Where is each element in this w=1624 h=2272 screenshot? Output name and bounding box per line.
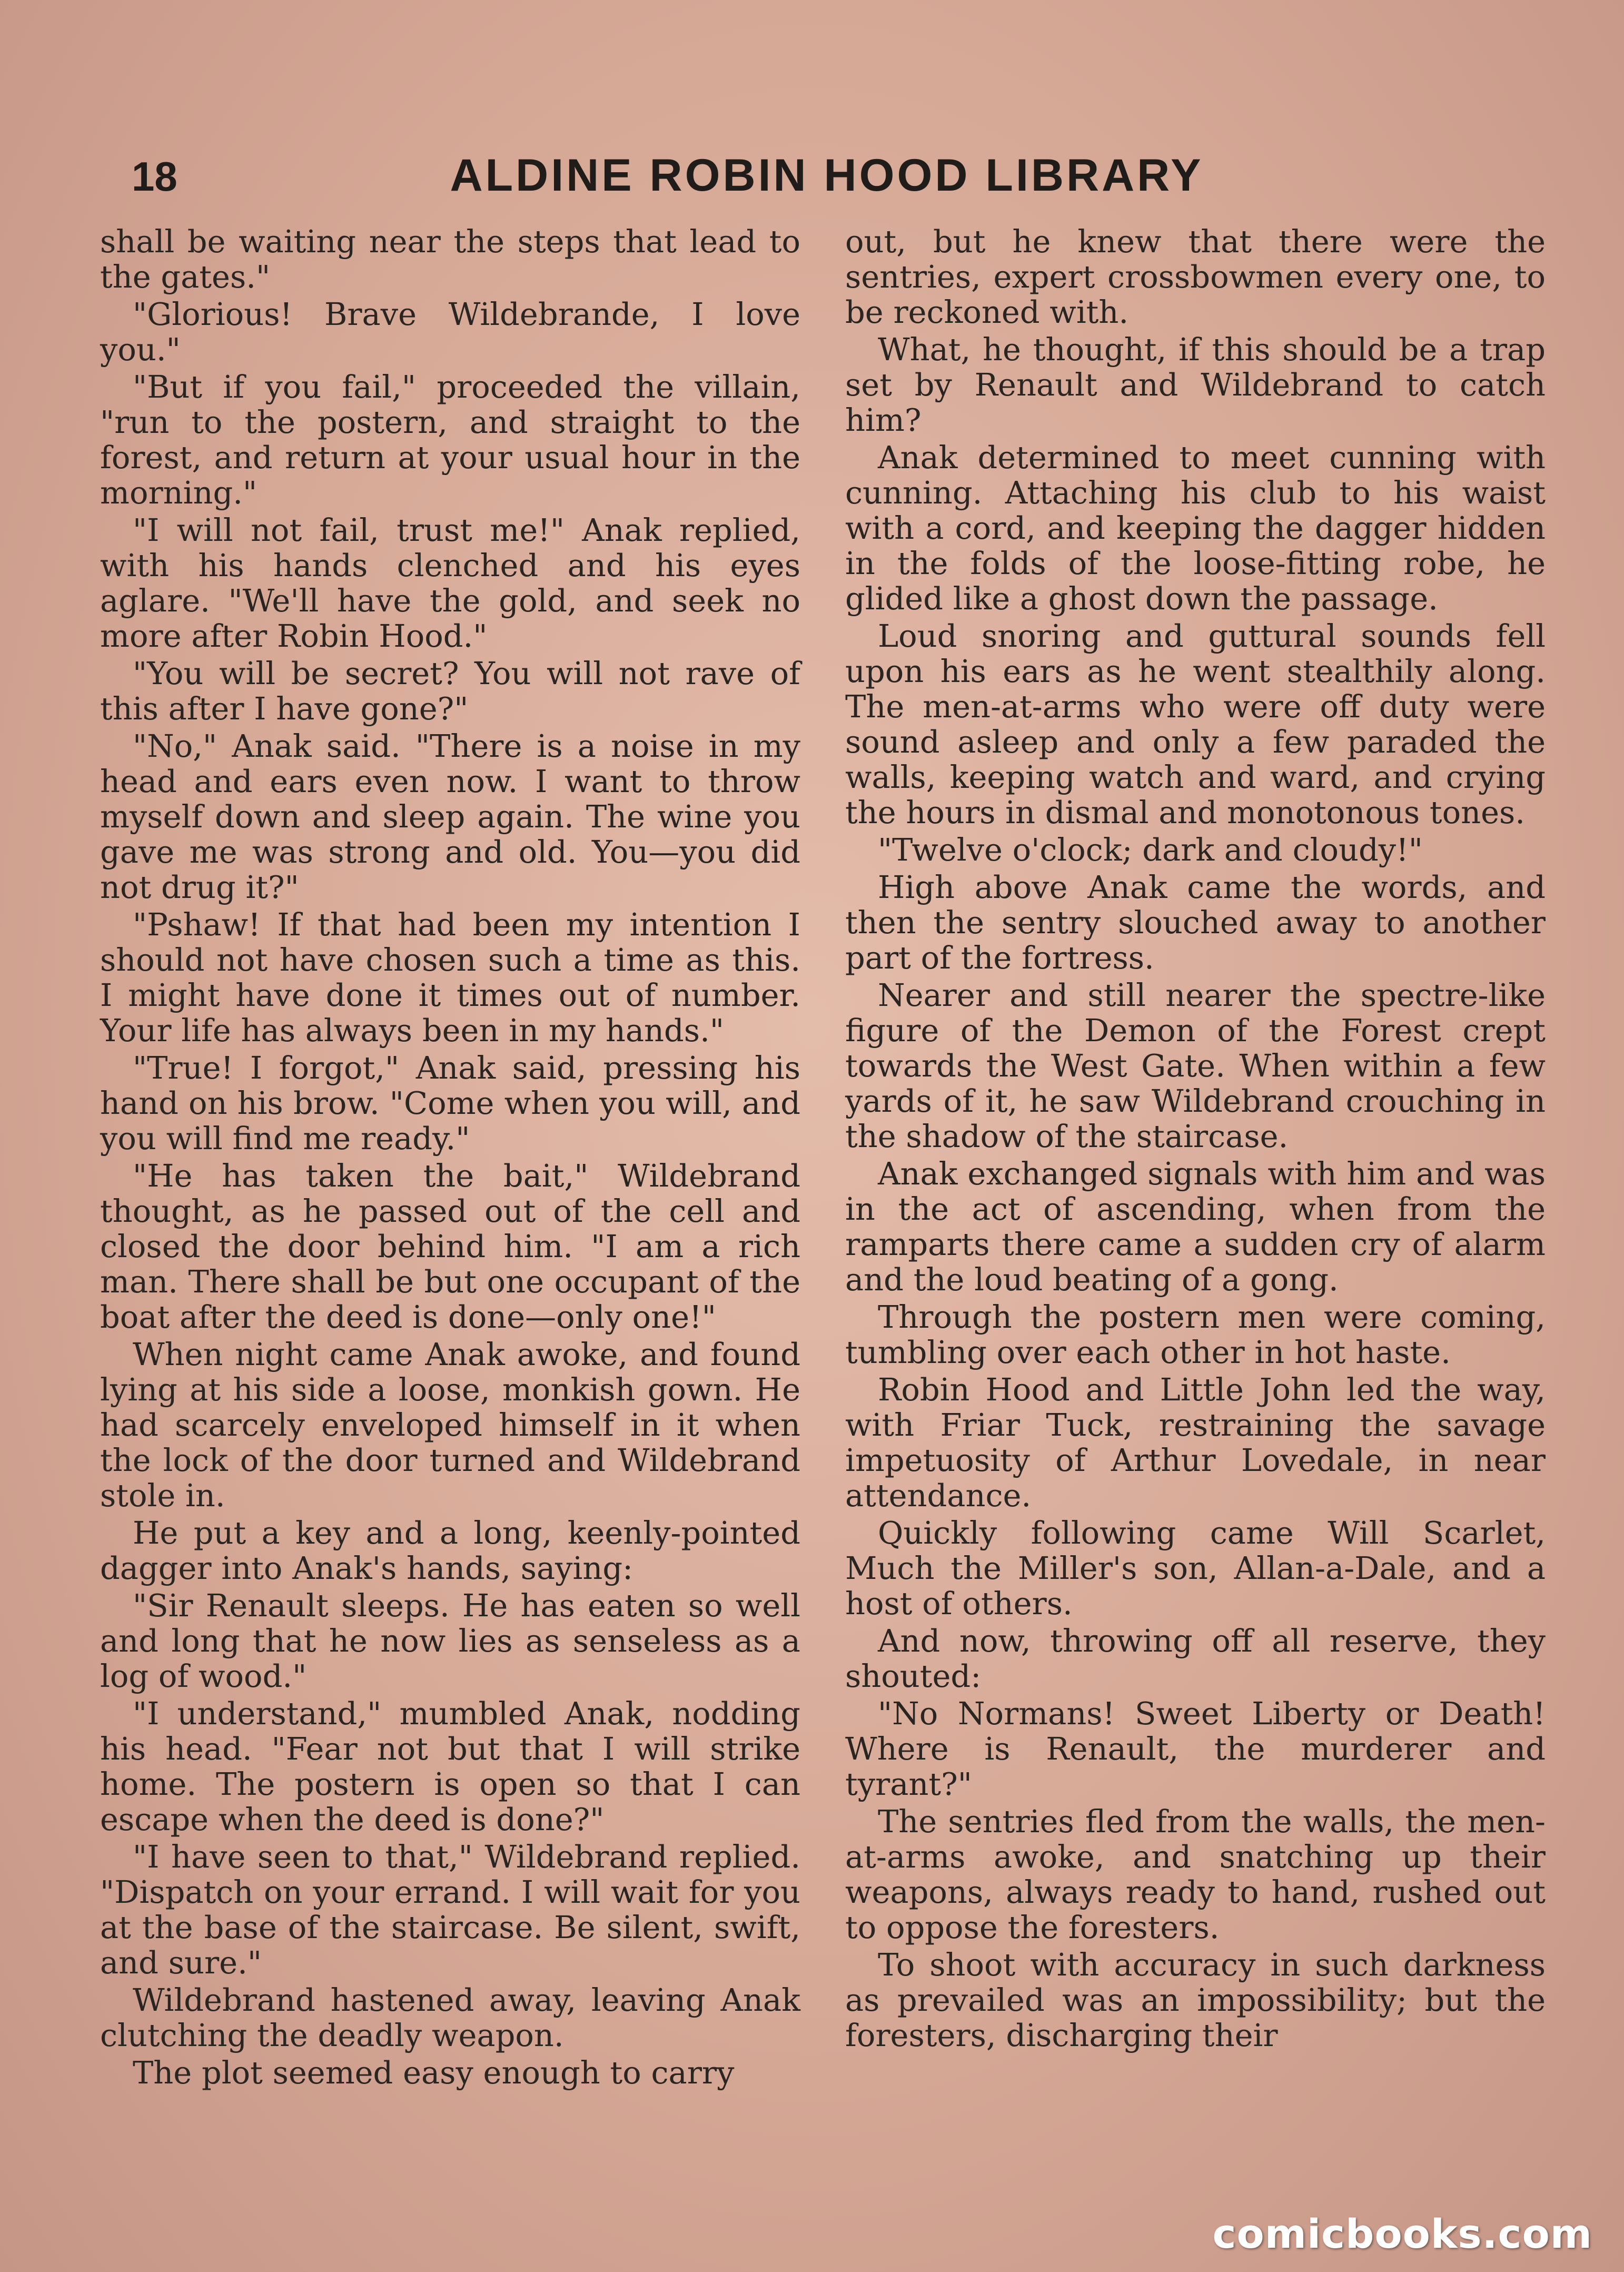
paragraph: "You will be secret? You will not rave of this after I have gone?" bbox=[100, 655, 800, 727]
page-number: 18 bbox=[132, 153, 177, 200]
paragraph: Through the postern men were coming, tumbling over each other in hot haste. bbox=[845, 1299, 1546, 1370]
paragraph: Nearer and still nearer the spectre-like figure of the Demon of the Forest crept towards the West Gate. When within a few yards of it, he saw Wildebrand crouching in the shadow of the staircase. bbox=[845, 977, 1546, 1154]
paragraph: "No," Anak said. "There is a noise in my head and ears even now. I want to throw myself down and sleep again. The wine you gave me was strong and old. You—you did not drug it?" bbox=[100, 728, 800, 905]
paragraph: To shoot with accuracy in such darkness as prevailed was an impossibility; but the foresters, discharging their bbox=[845, 1947, 1546, 2053]
running-title: ALDINE ROBIN HOOD LIBRARY bbox=[450, 150, 1204, 201]
watermark: comicbooks.com bbox=[1212, 2210, 1592, 2257]
paragraph: Loud snoring and guttural sounds fell upon his ears as he went stealthily along. The men-at-arms who were off duty were sound asleep and only a few paraded the walls, keeping watch and ward, and crying the hours in dismal and monotonous tones. bbox=[845, 618, 1546, 831]
paragraph: "I understand," mumbled Anak, nodding his head. "Fear not but that I will strike home. The postern is open so that I can escape when the deed is done?" bbox=[100, 1695, 800, 1838]
paragraph: High above Anak came the words, and then the sentry slouched away to another part of the fortress. bbox=[845, 869, 1546, 976]
paragraph: "Sir Renault sleeps. He has eaten so well and long that he now lies as senseless as a log of wood." bbox=[100, 1587, 800, 1694]
paragraph: "I will not fail, trust me!" Anak replied, with his hands clenched and his eyes aglare. "We'll have the gold, and seek no more after Robin Hood." bbox=[100, 512, 800, 654]
paragraph: "True! I forgot," Anak said, pressing his hand on his brow. "Come when you will, and you will find me ready." bbox=[100, 1050, 800, 1157]
left-column bbox=[100, 224, 800, 2092]
paragraph: Robin Hood and Little John led the way, with Friar Tuck, restraining the savage impetuosity of Arthur Lovedale, in near attendance. bbox=[845, 1371, 1546, 1514]
paragraph: "Glorious! Brave Wildebrande, I love you." bbox=[100, 296, 800, 368]
paragraph: Wildebrand hastened away, leaving Anak clutching the deadly weapon. bbox=[100, 1982, 800, 2053]
paragraph: Anak exchanged signals with him and was in the act of ascending, when from the ramparts there came a sudden cry of alarm and the loud beating of a gong. bbox=[845, 1155, 1546, 1298]
paragraph: The sentries fled from the walls, the men-at-arms awoke, and snatching up their weapons, always ready to hand, rushed out to oppose the foresters. bbox=[845, 1803, 1546, 1945]
paragraph: "Pshaw! If that had been my intention I should not have chosen such a time as this. I might have done it times out of number. Your life has always been in my hands." bbox=[100, 906, 800, 1049]
paragraph: "He has taken the bait," Wildebrand thought, as he passed out of the cell and closed the door behind him. "I am a rich man. There shall be but one occupant of the boat after the deed is done—only one!" bbox=[100, 1158, 800, 1335]
paragraph: "I have seen to that," Wildebrand replied. "Dispatch on your errand. I will wait for you at the base of the staircase. Be silent, swift, and sure." bbox=[100, 1839, 800, 1981]
paragraph: "But if you fail," proceeded the villain, "run to the postern, and straight to the forest, and return at your usual hour in the morning." bbox=[100, 369, 800, 511]
paragraph: And now, throwing off all reserve, they shouted: bbox=[845, 1623, 1546, 1694]
page-header bbox=[132, 150, 1522, 211]
paragraph: What, he thought, if this should be a trap set by Renault and Wildebrand to catch him? bbox=[845, 331, 1546, 438]
paragraph: "No Normans! Sweet Liberty or Death! Where is Renault, the murderer and tyrant?" bbox=[845, 1695, 1546, 1802]
right-column bbox=[845, 224, 1546, 2055]
paragraph: When night came Anak awoke, and found lying at his side a loose, monkish gown. He had scarcely enveloped himself in it when the lock of the door turned and Wildebrand stole in. bbox=[100, 1336, 800, 1514]
paragraph: shall be waiting near the steps that lead to the gates." bbox=[100, 223, 800, 295]
paragraph: He put a key and a long, keenly-pointed dagger into Anak's hands, saying: bbox=[100, 1515, 800, 1586]
paragraph: Quickly following came Will Scarlet, Much the Miller's son, Allan-a-Dale, and a host of others. bbox=[845, 1515, 1546, 1622]
paragraph: Anak determined to meet cunning with cunning. Attaching his club to his waist with a cord, and keeping the dagger hidden in the folds of the loose-fitting robe, he glided like a ghost down the passage. bbox=[845, 439, 1546, 617]
paragraph: "Twelve o'clock; dark and cloudy!" bbox=[877, 832, 1423, 868]
paragraph: The plot seemed easy enough to carry bbox=[132, 2054, 735, 2091]
paragraph: out, but he knew that there were the sentries, expert crossbowmen every one, to be reckoned with. bbox=[845, 223, 1546, 330]
